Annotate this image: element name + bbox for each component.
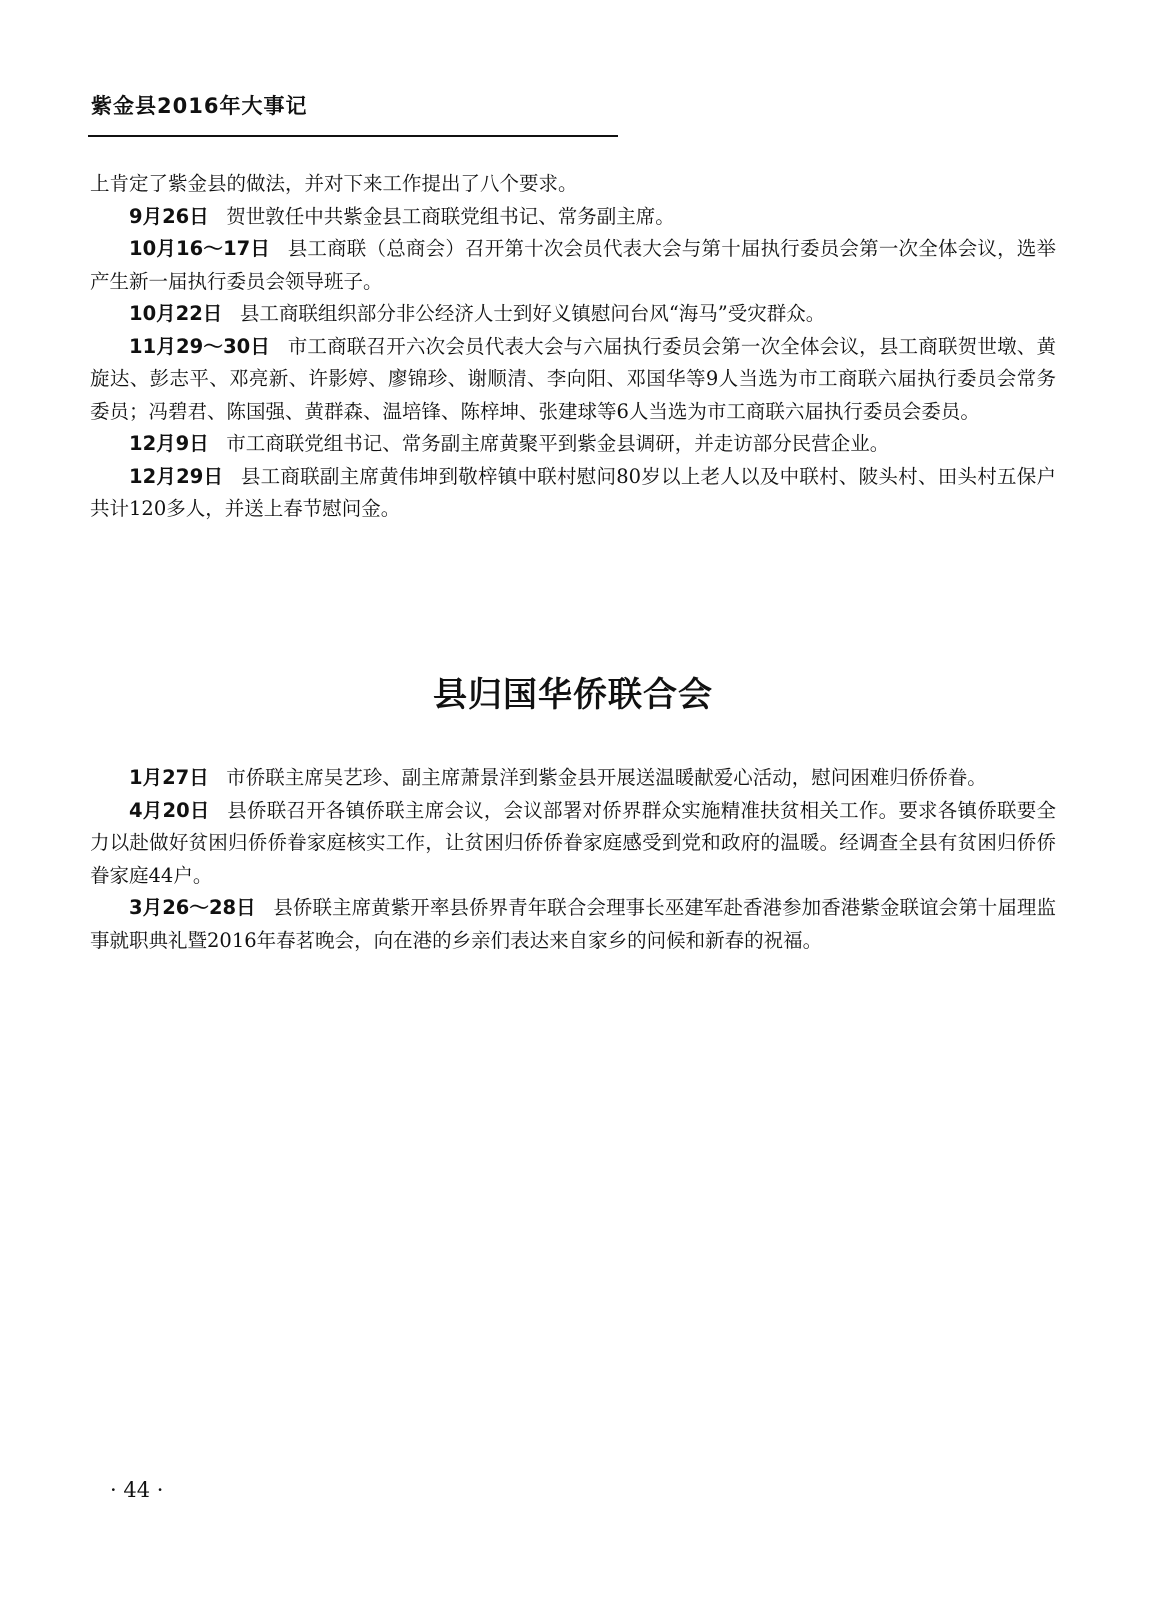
entry-text: 县侨联主席黄紫开率县侨界青年联合会理事长巫建军赴香港参加香港紫金联谊会第十届理监事就职典礼暨2016年春茗晚会，向在港的乡亲们表达来自家乡的问候和新春的祝福。: [90, 896, 1056, 952]
header-rule: [88, 135, 618, 137]
running-header: 紫金县2016年大事记: [91, 94, 308, 118]
entry-text: 县工商联组织部分非公经济人士到好义镇慰问台风“海马”受灾群众。: [239, 302, 826, 325]
entry-date: 10月16～17日: [129, 237, 271, 260]
entry-text: 县侨联召开各镇侨联主席会议，会议部署对侨界群众实施精准扶贫相关工作。要求各镇侨联要全力以赴做好贫困归侨侨眷家庭核实工作，让贫困归侨侨眷家庭感受到党和政府的温暖。经调查全县有贫困归侨侨眷家庭44户。: [90, 798, 1056, 887]
entry-text: 贺世敦任中共紫金县工商联党组书记、常务副主席。: [226, 204, 675, 228]
entry-date: 10月22日: [129, 302, 223, 325]
section-title: 县归国华侨联合会: [433, 675, 713, 715]
entry-paragraph: [90, 762, 1056, 795]
entry-date: 12月9日: [129, 432, 209, 455]
entry-date: 9月26日: [129, 204, 209, 228]
entry-text: 市工商联党组书记、常务副主席黄聚平到紫金县调研，并走访部分民营企业。: [226, 432, 890, 455]
continuation-paragraph: 上肯定了紫金县的做法，并对下来工作提出了八个要求。: [90, 172, 578, 195]
entry-text: 县工商联（总商会）召开第十次会员代表大会与第十届执行委员会第一次全体会议，选举产生新一届执行委员会领导班子。: [90, 237, 1056, 293]
entry-paragraph: [90, 795, 1056, 893]
entry-date: 11月29～30日: [129, 334, 271, 358]
entry-paragraph: [90, 892, 1056, 957]
entry-paragraph: [90, 461, 1056, 526]
entry-date: 4月20日: [129, 798, 210, 822]
entry-paragraph: [90, 201, 1056, 234]
section-overseas-chinese-federation: [90, 762, 1056, 957]
entry-paragraph: [90, 233, 1056, 298]
entry-paragraph: [90, 428, 1056, 461]
entry-text: 县工商联副主席黄伟坤到敬梓镇中联村慰问80岁以上老人以及中联村、陂头村、田头村五保户共计120多人，并送上春节慰问金。: [90, 464, 1056, 520]
entry-text: 市工商联召开六次会员代表大会与六届执行委员会第一次全体会议，县工商联贺世墩、黄旋达、彭志平、邓亮新、许影婷、廖锦珍、谢顺清、李向阳、邓国华等9人当选为市工商联六届执行委员会常务委员；冯碧君、陈国强、黄群森、温培锋、陈梓坤、张建球等6人当选为市工商联六届执行委员会委员。: [90, 334, 1056, 423]
page-number: · 44 ·: [110, 1478, 164, 1502]
section-business-federation: [90, 168, 1056, 526]
entry-date: 3月26～28日: [129, 896, 256, 919]
entry-date: 1月27日: [129, 766, 209, 789]
entry-text: 市侨联主席吴艺珍、副主席萧景洋到紫金县开展送温暖献爱心活动，慰问困难归侨侨眷。: [226, 766, 987, 789]
entry-paragraph: [90, 298, 1056, 331]
entry-date: 12月29日: [129, 464, 224, 488]
entry-paragraph: [90, 331, 1056, 429]
